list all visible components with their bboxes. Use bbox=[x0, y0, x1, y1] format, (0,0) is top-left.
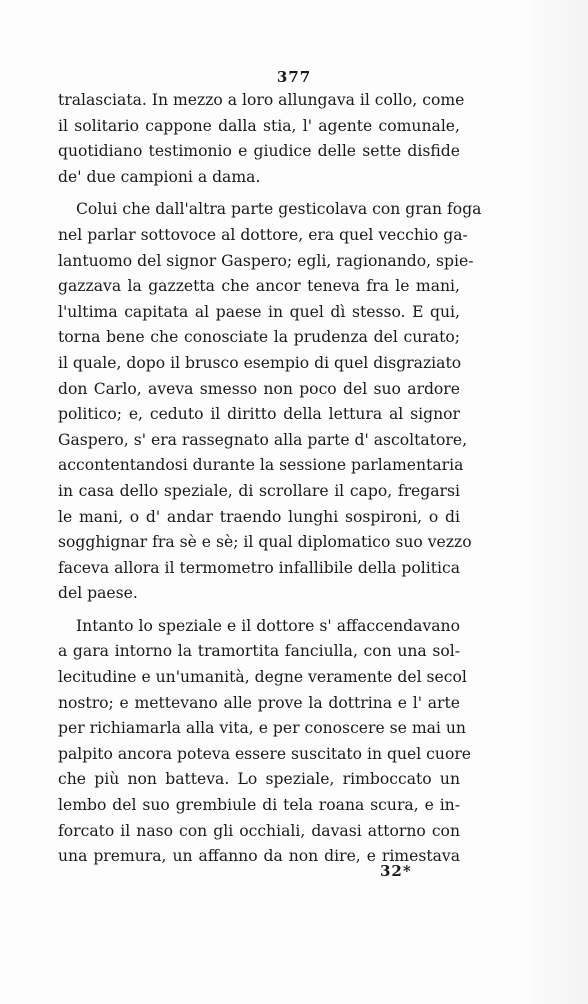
text-line: del paese. bbox=[58, 584, 138, 603]
text-line: de' due campioni a dama. bbox=[58, 167, 261, 186]
text-line: lecitudine e un'umanità, degne veramente del secol bbox=[58, 668, 467, 687]
text-line: faceva allora il termometro infallibile della politica bbox=[58, 558, 460, 577]
paragraph-3 bbox=[58, 614, 472, 870]
text-line: accontentandosi durante la sessione parlamentaria bbox=[58, 456, 464, 475]
text-line: per richiamarla alla vita, e per conoscere se mai un bbox=[58, 719, 466, 738]
paragraph-1 bbox=[58, 88, 465, 190]
text-line: Colui che dall'altra parte gesticolava con gran foga bbox=[76, 200, 482, 219]
text-line: torna bene che conosciate la prudenza del curato; bbox=[58, 328, 460, 347]
text-line: quotidiano testimonio e giudice delle sette disfide bbox=[58, 142, 460, 161]
text-line: il quale, dopo il brusco esempio di quel disgraziato bbox=[58, 353, 462, 372]
text-line: forcato il naso con gli occhiali, davasi attorno con bbox=[58, 821, 460, 840]
text-line: Gaspero, s' era rassegnato alla parte d' ascoltatore, bbox=[58, 430, 468, 449]
text-line: nel parlar sottovoce al dottore, era quel vecchio ga- bbox=[58, 225, 468, 244]
signature-mark: 32* bbox=[380, 862, 412, 880]
body-text bbox=[58, 88, 482, 870]
paragraph-2 bbox=[58, 197, 482, 607]
text-line: che più non batteva. Lo speziale, rimboccato un bbox=[58, 770, 460, 789]
text-line: lantuomo del signor Gaspero; egli, ragionando, spie- bbox=[58, 251, 474, 270]
text-line: Intanto lo speziale e il dottore s' affaccendavano bbox=[76, 616, 460, 635]
text-line: gazzava la gazzetta che ancor teneva fra le mani, bbox=[58, 277, 460, 296]
text-line: le mani, o d' andar traendo lunghi sospironi, o di bbox=[58, 507, 460, 526]
text-line: sogghignar fra sè e sè; il qual diplomatico suo vezzo bbox=[58, 533, 472, 552]
text-line: don Carlo, aveva smesso non poco del suo ardore bbox=[58, 379, 460, 398]
text-line: tralasciata. In mezzo a loro allungava il collo, come bbox=[58, 91, 465, 109]
text-line: l'ultima capitata al paese in quel dì stesso. E qui, bbox=[58, 302, 460, 321]
text-line: il solitario cappone dalla stia, l' agente comunale, bbox=[58, 116, 460, 135]
page-edge-shadow bbox=[518, 0, 588, 1004]
text-line: nostro; e mettevano alle prove la dottrina e l' arte bbox=[58, 693, 460, 712]
text-line: a gara intorno la tramortita fanciulla, con una sol- bbox=[58, 642, 460, 661]
text-line: una premura, un affanno da non dire, e rimestava bbox=[58, 847, 460, 866]
text-line: lembo del suo grembiule di tela roana scura, e in- bbox=[58, 796, 460, 815]
page-number: 377 bbox=[276, 68, 312, 86]
text-line: politico; e, ceduto il diritto della lettura al signor bbox=[58, 405, 460, 424]
text-line: in casa dello speziale, di scrollare il capo, fregarsi bbox=[58, 481, 460, 500]
text-line: palpito ancora poteva essere suscitato in quel cuore bbox=[58, 744, 472, 763]
